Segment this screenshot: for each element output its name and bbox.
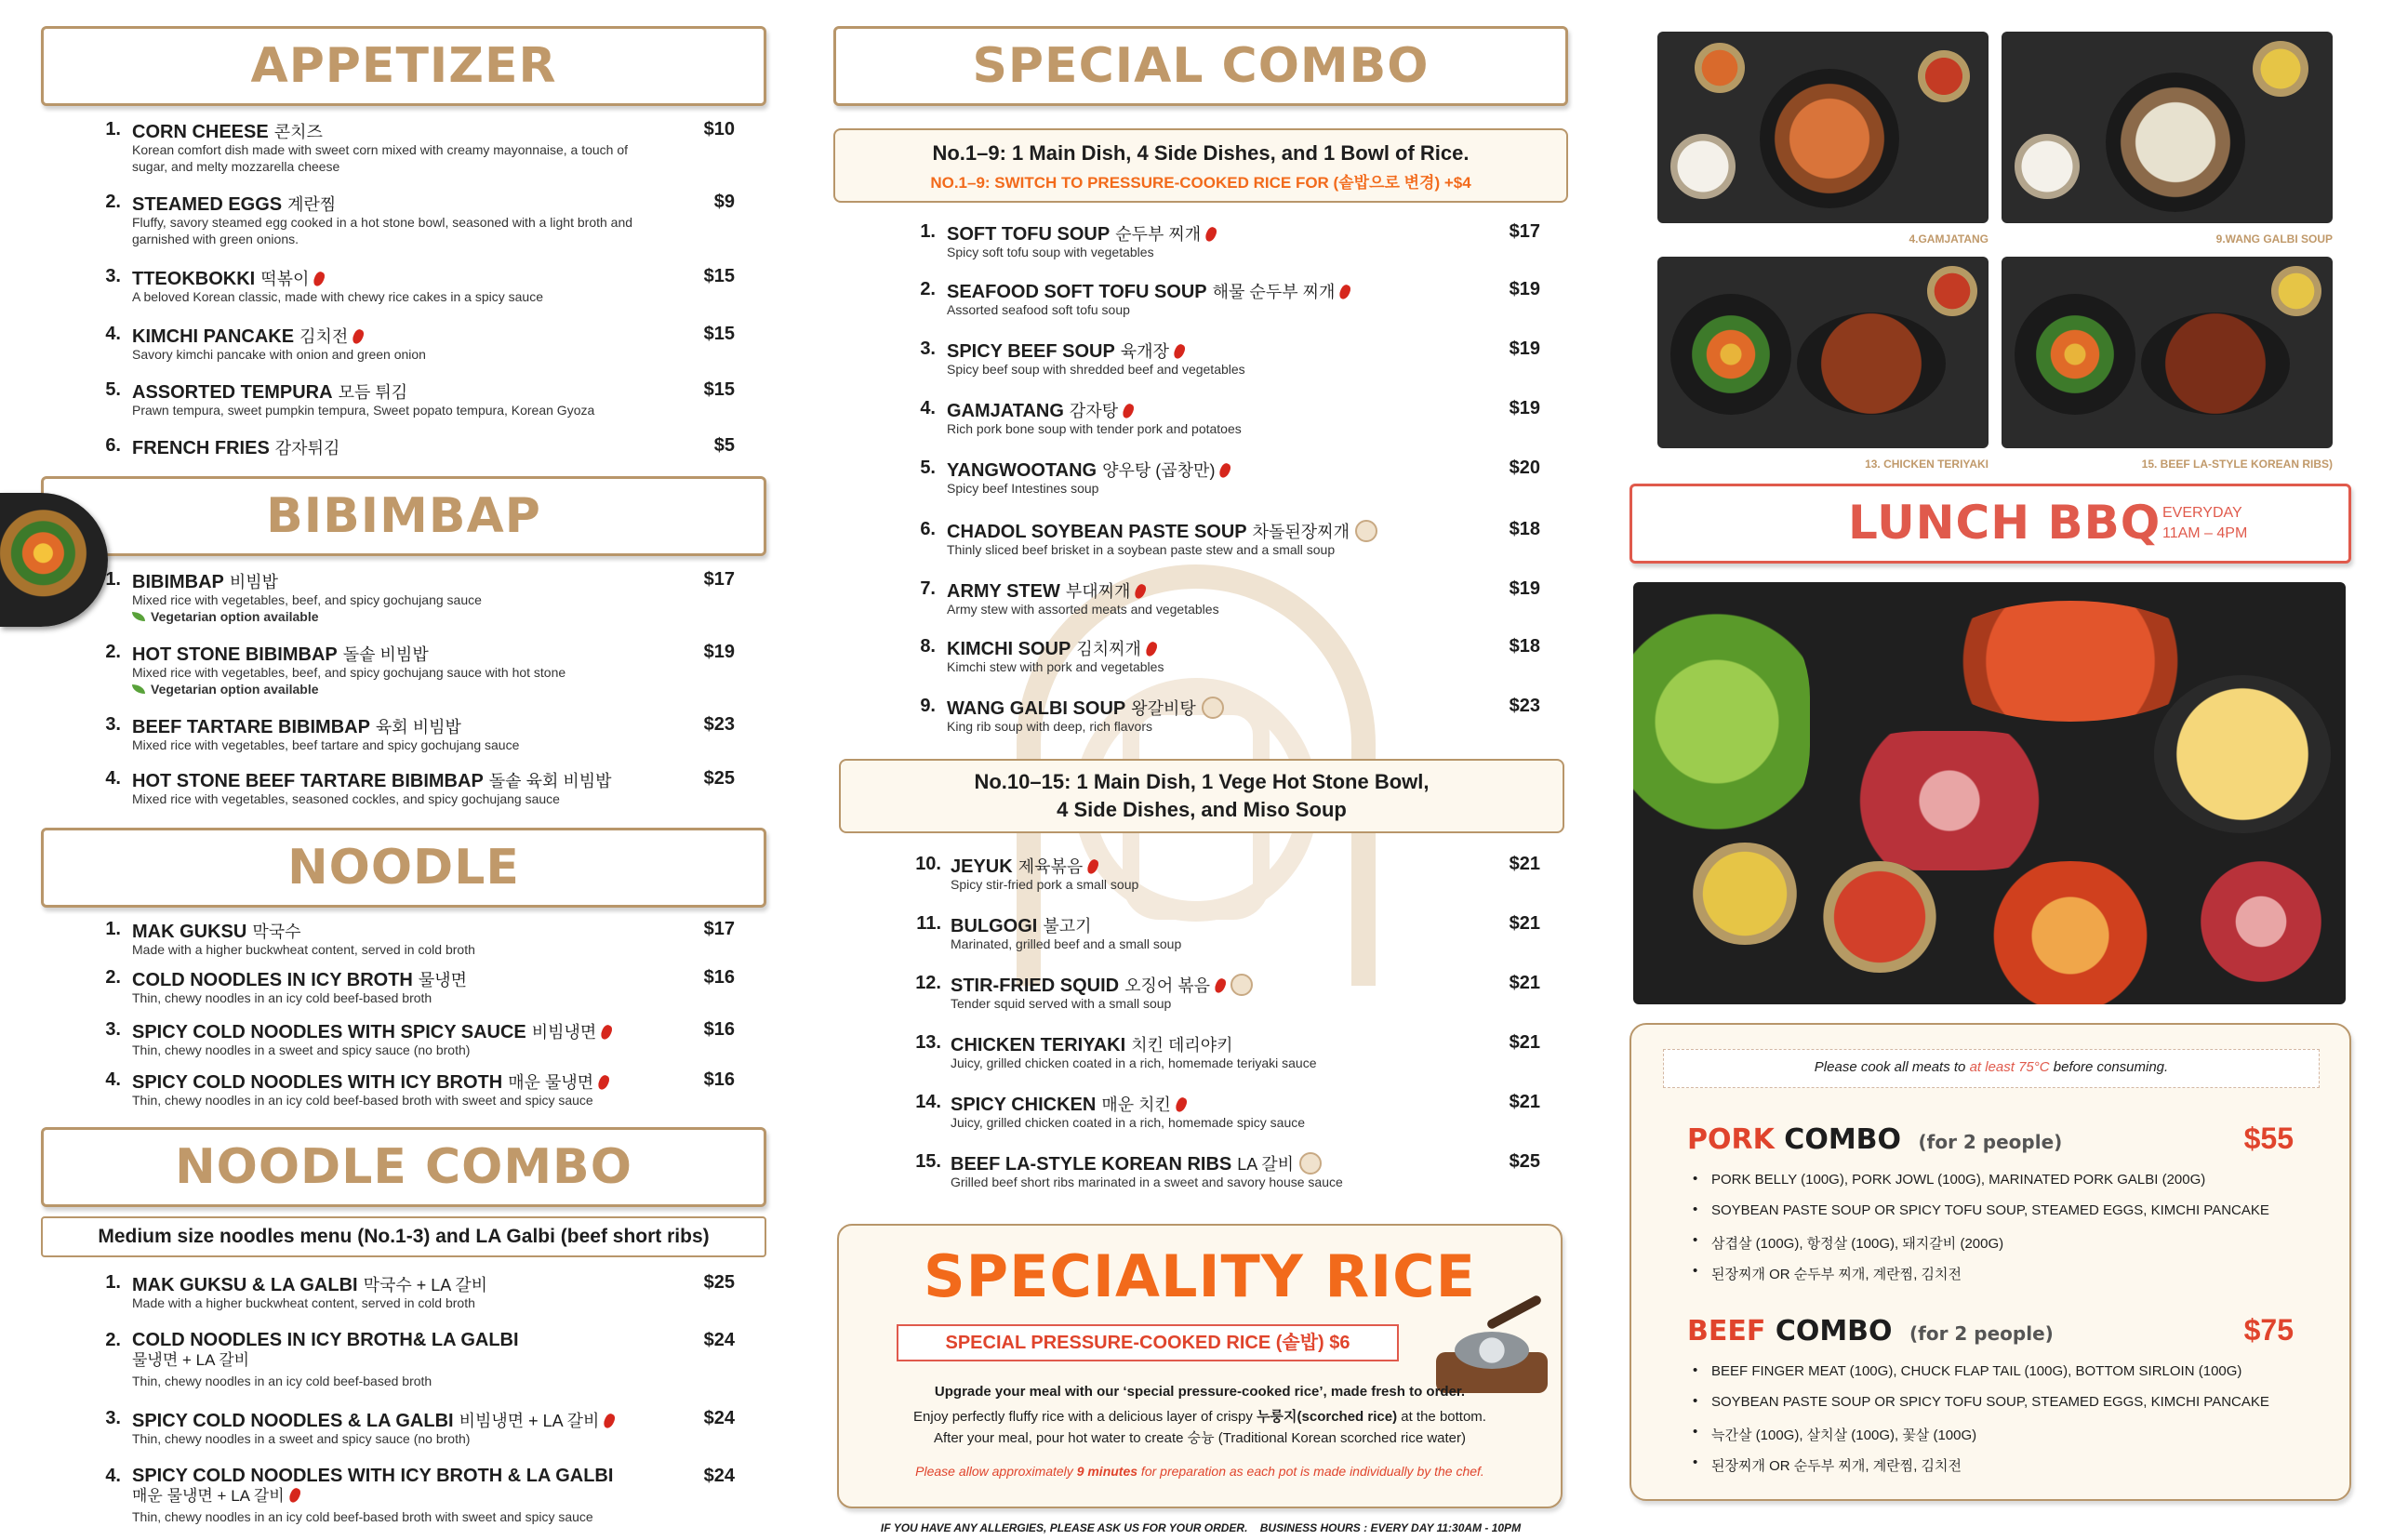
item-number: 2. [920, 279, 936, 299]
appetizer-list [93, 119, 735, 463]
pot-lid [1455, 1332, 1529, 1369]
item-number: 5. [105, 379, 121, 400]
footer-note: IF YOU HAVE ANY ALLERGIES, PLEASE ASK US FOR YOUR ORDER. BUSINESS HOURS : EVERY DAY 11:30AM - 10PM [880, 1521, 1522, 1534]
item-price: $5 [713, 435, 735, 456]
item-price: $21 [1509, 854, 1540, 874]
special-combo-list [908, 221, 1540, 742]
item-korean: 비빔밥 [229, 573, 279, 591]
item-korean: LA 갈비 [1237, 1155, 1295, 1174]
combo-line: • SOYBEAN PASTE SOUP OR SPICY TOFU SOUP, STEAMED EGGS, KIMCHI PANCAKE [1691, 1202, 2323, 1233]
item-name: COLD NOODLES IN ICY BROTH& LA GALBI [132, 1330, 519, 1350]
item-desc: Thin, chewy noodles in an icy cold beef-based broth [132, 1374, 432, 1388]
item-price: $16 [703, 1069, 735, 1090]
special-combo-info-line: 4 Side Dishes, and Miso Soup [1057, 798, 1347, 821]
bibimbap-title: BIBIMBAP [41, 476, 766, 556]
item-korean: 왕갈비탕 [1131, 699, 1196, 718]
item-number: 1. [105, 919, 121, 939]
item-desc: Marinated, grilled beef and a small soup [951, 936, 1182, 951]
item-korean: 육개장 [1120, 342, 1169, 361]
item-price: $16 [703, 1019, 735, 1040]
item-name: BULGOGI 불고기 [951, 916, 1092, 936]
item-price: $20 [1509, 458, 1540, 478]
item-korean: 계란찜 [287, 195, 337, 214]
item-price: $21 [1509, 973, 1540, 993]
bibimbap-list [93, 569, 735, 811]
premium-badge-icon [1299, 1152, 1322, 1175]
combo-line: • 늑간살 (100G), 살치살 (100G), 꽃살 (100G) [1691, 1425, 2323, 1455]
spicy-icon [1172, 343, 1187, 361]
food-photo-wang-galbi-soup [2002, 32, 2333, 223]
item-number: 4. [105, 324, 121, 344]
item-name: CHICKEN TERIYAKI 치킨 데리야키 [951, 1035, 1233, 1055]
item-desc: Kimchi stew with pork and vegetables [947, 659, 1164, 674]
item-name: YANGWOOTANG 양우탕 (곱창만) [947, 458, 1230, 482]
noodle-list [93, 919, 735, 1114]
food-photo-chicken-teriyaki [1657, 257, 1989, 448]
rice-desc-line-1: Upgrade your meal with our ‘special pressure-cooked rice’, made fresh to order. [934, 1384, 1466, 1400]
item-number: 1. [920, 221, 936, 242]
item-korean: 양우탕 (곱창만) [1102, 461, 1216, 480]
item-number: 4. [105, 1466, 121, 1486]
item-price: $16 [703, 967, 735, 988]
lettuce [1633, 601, 1810, 843]
item-price: $21 [1509, 1032, 1540, 1053]
item-desc: Spicy soft tofu soup with vegetables [947, 245, 1154, 259]
special-combo-info-2 [839, 759, 1564, 833]
rice-desc-line-3: After your meal, pour hot water to create 숭늉 (Traditional Korean scorched rice water) [934, 1430, 1466, 1446]
vegetarian-note: Vegetarian option available [132, 681, 319, 697]
item-korean: 순두부 찌개 [1115, 225, 1202, 244]
item-name: SEAFOOD SOFT TOFU SOUP 해물 순두부 찌개 [947, 279, 1350, 303]
item-name: JEYUK 제육볶음 [951, 854, 1097, 878]
item-number: 2. [105, 1330, 121, 1350]
item-desc: Spicy stir-fried pork a small soup [951, 877, 1139, 892]
special-combo-info-line: No.10–15: 1 Main Dish, 1 Vege Hot Stone Bowl, [974, 770, 1430, 793]
item-korean: 육회 비빔밥 [375, 718, 461, 737]
noodle-combo-subtitle: Medium size noodles menu (No.1-3) and LA Galbi (beef short ribs) [41, 1216, 766, 1257]
item-price: $24 [703, 1408, 735, 1428]
item-number: 2. [105, 967, 121, 988]
item-price: $23 [703, 714, 735, 735]
lunch-bbq-hours: 11AM – 4PM [2162, 525, 2248, 541]
item-name: KIMCHI SOUP 김치찌개 [947, 636, 1156, 660]
cooking-note: Please cook all meats to at least 75°C before consuming. [1663, 1049, 2320, 1088]
item-number: 8. [920, 636, 936, 657]
premium-badge-icon [1202, 697, 1224, 719]
bibimbap-bowl [2015, 294, 2135, 415]
rice-upgrade-note: NO.1–9: SWITCH TO PRESSURE-COOKED RICE FOR (솥밥으로 변경) +$4 [930, 174, 1471, 192]
noodle-combo-title: NOODLE COMBO [41, 1127, 766, 1207]
spicy-icon [1134, 583, 1149, 601]
spicy-icon [1204, 226, 1218, 244]
special-combo-title: SPECIAL COMBO [833, 26, 1568, 106]
item-desc: Thin, chewy noodles in an icy cold beef-based broth [132, 990, 432, 1005]
item-desc: Juicy, grilled chicken coated in a rich, homemade spicy sauce [951, 1115, 1306, 1130]
vegetarian-note: Vegetarian option available [132, 608, 319, 625]
lunch-bbq-title: LUNCH BBQ [1848, 496, 2162, 550]
rice-bowl [2015, 134, 2080, 199]
speciality-rice-box [837, 1224, 1563, 1508]
beef-combo-heading: BEEF COMBO (for 2 people) [1687, 1315, 2054, 1348]
item-desc: King rib soup with deep, rich flavors [947, 719, 1152, 734]
raw-meat-2 [2182, 861, 2340, 982]
raw-meat [1819, 731, 2080, 870]
side-dish [1695, 43, 1745, 93]
spicy-icon [1144, 641, 1159, 658]
item-korean: 막국수 + LA 갈비 [363, 1276, 488, 1294]
item-name: STIR-FRIED SQUID 오징어 볶음 [951, 973, 1253, 997]
spicy-icon [603, 1413, 618, 1430]
item-desc: Mixed rice with vegetables, beef tartare and spicy gochujang sauce [132, 737, 520, 752]
combo-line: • BEEF FINGER MEAT (100G), CHUCK FLAP TAIL (100G), BOTTOM SIRLOIN (100G) [1691, 1363, 2323, 1394]
item-name: SPICY COLD NOODLES WITH ICY BROTH 매운 물냉면 [132, 1069, 608, 1094]
combo-line: • SOYBEAN PASTE SOUP OR SPICY TOFU SOUP, STEAMED EGGS, KIMCHI PANCAKE [1691, 1394, 2323, 1425]
item-korean: 매운 물냉면 [508, 1073, 594, 1092]
spicy-icon [312, 271, 326, 288]
combo-serving-size: (for 2 people) [1918, 1131, 2063, 1153]
item-number: 7. [920, 578, 936, 599]
item-korean: 막국수 [252, 923, 301, 941]
item-name: MAK GUKSU & LA GALBI 막국수 + LA 갈비 [132, 1275, 488, 1295]
item-price: $21 [1509, 1092, 1540, 1112]
item-name: SPICY COLD NOODLES & LA GALBI 비빔냉면 + LA 갈비 [132, 1408, 614, 1432]
item-price: $24 [703, 1330, 735, 1350]
item-number: 1. [105, 1272, 121, 1293]
item-korean: 오징어 볶음 [1124, 976, 1211, 995]
item-desc: Rich pork bone soup with tender pork and potatoes [947, 421, 1242, 436]
item-number: 3. [105, 266, 121, 286]
item-number: 9. [920, 696, 936, 716]
item-price: $19 [1509, 279, 1540, 299]
item-desc: Mixed rice with vegetables, seasoned cockles, and spicy gochujang sauce [132, 791, 560, 806]
item-price: $25 [1509, 1151, 1540, 1172]
item-number: 15. [915, 1151, 941, 1172]
lunch-bbq-title-box [1629, 484, 2351, 564]
rice-prep-note: Please allow approximately 9 minutes for preparation as each pot is made individually by the chef. [915, 1464, 1484, 1479]
item-korean: 물냉면 + LA 갈비 [132, 1351, 250, 1369]
item-desc: Spicy beef soup with shredded beef and vegetables [947, 362, 1245, 377]
item-number: 13. [915, 1032, 941, 1053]
item-price: $15 [703, 324, 735, 344]
item-desc: Assorted seafood soft tofu soup [947, 302, 1130, 317]
spicy-icon [1337, 284, 1352, 301]
sizzling-plate [2141, 312, 2290, 415]
leaf-icon [132, 684, 145, 694]
item-name: SPICY COLD NOODLES WITH ICY BROTH & LA GALBI [132, 1466, 614, 1486]
photo-caption: 9.WANG GALBI SOUP [2215, 232, 2333, 246]
spicy-icon [1218, 462, 1233, 480]
spicy-icon [1085, 858, 1100, 876]
combo-line: • 된장찌개 OR 순두부 찌개, 계란찜, 김치전 [1691, 1455, 2323, 1486]
sizzling-plate [1797, 312, 1946, 415]
item-number: 3. [105, 714, 121, 735]
side-dish [2253, 41, 2308, 97]
combo-line: • 된장찌개 OR 순두부 찌개, 계란찜, 김치전 [1691, 1264, 2323, 1294]
item-desc: Korean comfort dish made with sweet corn mixed with creamy mayonnaise, a touch of sugar, and melty mozzarella cheese [132, 142, 629, 174]
item-number: 10. [915, 854, 941, 874]
item-korean: 차돌된장찌개 [1252, 523, 1350, 541]
item-price: $19 [1509, 578, 1540, 599]
item-korean: 해물 순두부 찌개 [1212, 283, 1336, 301]
item-name: STEAMED EGGS 계란찜 [132, 194, 337, 215]
item-desc: Mixed rice with vegetables, beef, and spicy gochujang sauce [132, 592, 482, 607]
item-desc: Grilled beef short ribs marinated in a sweet and savory house sauce [951, 1175, 1343, 1189]
photo-caption: 15. BEEF LA-STYLE KOREAN RIBS) [2141, 458, 2333, 471]
item-korean: 부대찌개 [1065, 582, 1131, 601]
side-dish [1689, 843, 1801, 945]
item-price: $19 [1509, 339, 1540, 359]
spicy-icon [1121, 403, 1136, 420]
item-name: HOT STONE BIBIMBAP 돌솥 비빔밥 [132, 644, 429, 665]
special-combo-info-1 [833, 128, 1568, 203]
item-korean: 콘치즈 [273, 123, 323, 141]
item-name: SPICY BEEF SOUP 육개장 [947, 339, 1184, 363]
food-photo-gamjatang [1657, 32, 1989, 223]
noodle-title: NOODLE [41, 828, 766, 908]
item-number: 2. [105, 192, 121, 212]
item-desc: Thin, chewy noodles in an icy cold beef-based broth with sweet and spicy sauce [132, 1093, 593, 1108]
item-price: $19 [1509, 398, 1540, 418]
item-korean: 감자탕 [1069, 402, 1119, 420]
steamed-egg [2154, 675, 2331, 833]
bbq-photo [1633, 582, 2346, 1004]
item-korean: 돌솥 비빔밥 [342, 645, 429, 664]
side-dish [1927, 266, 1977, 316]
item-price: $17 [1509, 221, 1540, 242]
item-number: 6. [920, 519, 936, 539]
item-number: 3. [105, 1019, 121, 1040]
side-dish [2271, 266, 2321, 316]
item-price: $25 [703, 1272, 735, 1293]
item-price: $15 [703, 266, 735, 286]
photo-caption: 4.GAMJATANG [1909, 232, 1989, 246]
food-bowl [2106, 73, 2245, 212]
item-korean: 물냉면 [418, 971, 468, 989]
item-korean: 매운 치킨 [1101, 1095, 1171, 1114]
item-name: MAK GUKSU 막국수 [132, 922, 301, 942]
side-dish [1918, 50, 1970, 102]
tofu-soup [1968, 861, 2173, 1004]
item-name: TTEOKBOKKI 떡볶이 [132, 266, 324, 290]
item-desc: Thinly sliced beef brisket in a soybean paste stew and a small soup [947, 542, 1336, 557]
item-desc: Savory kimchi pancake with onion and green onion [132, 347, 426, 362]
item-korean: 제육볶음 [1018, 857, 1084, 876]
spicy-icon [287, 1487, 302, 1505]
item-name: WANG GALBI SOUP 왕갈비탕 [947, 696, 1224, 720]
spicy-icon [1174, 1096, 1189, 1114]
item-korean: 감자튀김 [274, 439, 340, 458]
item-desc: Thin, chewy noodles in an icy cold beef-based broth with sweet and spicy sauce [132, 1509, 593, 1524]
bbq-combo-box [1629, 1023, 2351, 1501]
item-name: KIMCHI PANCAKE 김치전 [132, 324, 363, 348]
item-number: 1. [105, 569, 121, 590]
item-name: CORN CHEESE 콘치즈 [132, 122, 323, 142]
item-desc: Spicy beef Intestines soup [947, 481, 1099, 496]
item-name: COLD NOODLES IN ICY BROTH 물냉면 [132, 970, 468, 990]
item-name: ARMY STEW 부대찌개 [947, 578, 1145, 603]
item-name: CHADOL SOYBEAN PASTE SOUP 차돌된장찌개 [947, 519, 1377, 543]
item-korean: 치킨 데리야키 [1131, 1036, 1233, 1055]
item-number: 6. [105, 435, 121, 456]
appetizer-title: APPETIZER [41, 26, 766, 106]
special-combo-list-2 [908, 854, 1540, 1207]
item-price: $24 [703, 1466, 735, 1486]
item-price: $18 [1509, 636, 1540, 657]
item-desc: Army stew with assorted meats and vegetables [947, 602, 1219, 617]
item-desc: Thin, chewy noodles in a sweet and spicy sauce (no broth) [132, 1042, 471, 1057]
item-korean: 매운 물냉면 + LA 갈비 [132, 1488, 299, 1505]
item-name: ASSORTED TEMPURA 모듬 튀김 [132, 382, 408, 403]
item-desc: Made with a higher buckwheat content, served in cold broth [132, 1295, 475, 1310]
premium-badge-icon [1230, 974, 1253, 996]
item-korean: 비빔냉면 [531, 1023, 597, 1042]
item-name: BEEF TARTARE BIBIMBAP 육회 비빔밥 [132, 717, 461, 737]
item-korean: 불고기 [1043, 917, 1092, 936]
item-desc: Juicy, grilled chicken coated in a rich, homemade teriyaki sauce [951, 1055, 1317, 1070]
item-desc: Fluffy, savory steamed egg cooked in a hot stone bowl, seasoned with a light broth and garnished with green onions. [132, 215, 633, 246]
item-number: 14. [915, 1092, 941, 1112]
item-korean: 모듬 튀김 [338, 383, 408, 402]
beef-combo-contents [1691, 1363, 2323, 1486]
item-name: SOFT TOFU SOUP 순두부 찌개 [947, 221, 1216, 246]
item-price: $17 [703, 919, 735, 939]
kimchi-pancake [1931, 601, 2210, 722]
item-number: 11. [916, 913, 941, 934]
item-korean: 떡볶이 [260, 270, 310, 288]
item-number: 4. [105, 768, 121, 789]
item-number: 5. [920, 458, 936, 478]
pork-combo-contents [1691, 1172, 2323, 1294]
item-desc: A beloved Korean classic, made with chewy rice cakes in a spicy sauce [132, 289, 543, 304]
rice-desc-line-2: Enjoy perfectly fluffy rice with a delicious layer of crispy 누룽지(scorched rice) at the bottom. [913, 1409, 1486, 1425]
spicy-icon [596, 1074, 611, 1092]
rice-price-label: SPECIAL PRESSURE-COOKED RICE (솥밥) $6 [897, 1324, 1399, 1361]
item-price: $25 [703, 768, 735, 789]
item-number: 3. [920, 339, 936, 359]
item-name: FRENCH FRIES 감자튀김 [132, 438, 340, 458]
food-bowl [1760, 69, 1899, 208]
spicy-icon [351, 328, 366, 346]
item-price: $18 [1509, 519, 1540, 539]
item-number: 2. [105, 642, 121, 662]
pork-combo-heading: PORK COMBO (for 2 people) [1687, 1123, 2063, 1156]
item-name: BEEF LA-STYLE KOREAN RIBS LA 갈비 [951, 1151, 1322, 1175]
spicy-icon [1213, 977, 1228, 995]
photo-caption: 13. CHICKEN TERIYAKI [1865, 458, 1989, 471]
item-korean: 김치찌개 [1076, 640, 1141, 658]
kimchi-side [1819, 861, 1940, 973]
item-number: 4. [920, 398, 936, 418]
item-price: $10 [703, 119, 735, 139]
item-price: $19 [703, 642, 735, 662]
food-photo-beef-la-ribs [2002, 257, 2333, 448]
item-price: $17 [703, 569, 735, 590]
item-number: 1. [105, 119, 121, 139]
item-desc: Thin, chewy noodles in a sweet and spicy sauce (no broth) [132, 1431, 471, 1446]
item-name: HOT STONE BEEF TARTARE BIBIMBAP 돌솥 육회 비빔밥 [132, 771, 612, 791]
item-name: SPICY COLD NOODLES WITH SPICY SAUCE 비빔냉면 [132, 1019, 611, 1043]
pork-combo-price: $55 [2243, 1122, 2294, 1155]
combo-line: • PORK BELLY (100G), PORK JOWL (100G), MARINATED PORK GALBI (200G) [1691, 1172, 2323, 1202]
item-desc: Prawn tempura, sweet pumpkin tempura, Sweet popato tempura, Korean Gyoza [132, 403, 595, 418]
item-price: $23 [1509, 696, 1540, 716]
item-desc: Made with a higher buckwheat content, served in cold broth [132, 942, 475, 957]
bibimbap-bowl [1670, 294, 1791, 415]
beef-combo-price: $75 [2243, 1313, 2294, 1347]
item-korean: 돌솥 육회 비빔밥 [488, 772, 612, 790]
item-korean: 김치전 [299, 327, 349, 346]
item-desc: Mixed rice with vegetables, beef, and spicy gochujang sauce with hot stone [132, 665, 566, 680]
premium-badge-icon [1355, 520, 1377, 542]
lunch-bbq-days: EVERYDAY [2162, 505, 2242, 521]
item-desc: Tender squid served with a small soup [951, 996, 1172, 1011]
leaf-icon [132, 612, 145, 621]
item-number: 3. [105, 1408, 121, 1428]
item-price: $21 [1509, 913, 1540, 934]
item-number: 12. [915, 973, 941, 993]
item-name: SPICY CHICKEN 매운 치킨 [951, 1092, 1186, 1116]
item-price: $9 [713, 192, 735, 212]
noodle-combo-list [93, 1272, 735, 1533]
item-number: 4. [105, 1069, 121, 1090]
item-name: GAMJATANG 감자탕 [947, 398, 1133, 422]
spicy-icon [599, 1024, 614, 1042]
item-price: $15 [703, 379, 735, 400]
speciality-rice-title: SPECIALITY RICE [923, 1242, 1476, 1310]
item-korean: 비빔냉면 + LA 갈비 [459, 1412, 600, 1430]
combo-serving-size: (for 2 people) [1909, 1322, 2054, 1345]
combo-line: • 삼겹살 (100G), 항정살 (100G), 돼지갈비 (200G) [1691, 1233, 2323, 1264]
rice-bowl [1670, 134, 1736, 199]
special-combo-info-line: No.1–9: 1 Main Dish, 4 Side Dishes, and 1 Bowl of Rice. [932, 141, 1470, 165]
item-name: BIBIMBAP 비빔밥 [132, 572, 279, 592]
